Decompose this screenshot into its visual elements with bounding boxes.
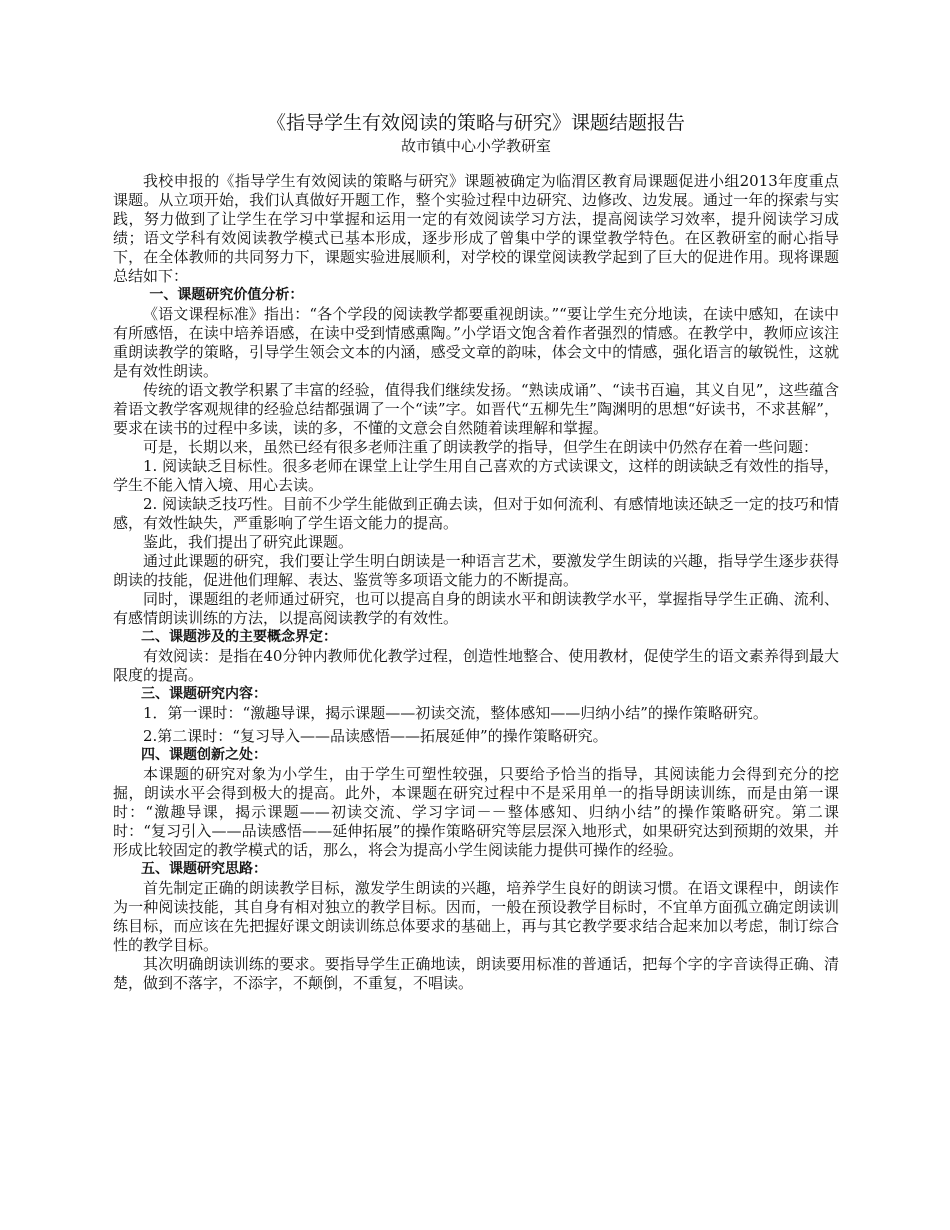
list-item: 1．第一课时：“激趣导课，揭示课题——初读交流，整体感知——归纳小结”的操作策略研究。 [143,704,768,722]
list-item: 2.第二课时：“复习导入——品读感悟——拓展延伸”的操作策略研究。 [143,727,608,745]
section-heading-2: 二、课题涉及的主要概念界定： [141,629,337,645]
paragraph: 有效阅读：是指在40分钟内教师优化教学过程，创造性地整合、使用教材，促使学生的语文素养得到最大限度的提高。 [113,647,839,684]
paragraph: 可是，长期以来，虽然已经有很多老师注重了朗读教学的指导，但学生在朗读中仍然存在着一些问题： [143,438,819,456]
intro-paragraph: 我校申报的《指导学生有效阅读的策略与研究》课题被确定为临渭区教育局课题促进小组2013年度重点课题。从立项开始，我们认真做好开题工作，整个实验过程中边研究、边修改、边发展。通过一年的探索与实践，努力做到了让学生在学习中掌握和运用一定的有效阅读学习方法，提高阅读学习效率，提升阅读学习成绩；语文学科有效阅读教学模式已基本形成，逐步形成了曾集中学的课堂教学特色。在区教研室的耐心指导下，在全体教师的共同努力下，课题实验进展顺利，对学校的课堂阅读教学起到了巨大的促进作用。现将课题总结如下： [113,172,839,285]
paragraph: 同时，课题组的老师通过研究，也可以提高自身的朗读水平和朗读教学水平，掌握指导学生正确、流利、有感情朗读训练的方法，以提高阅读教学的有效性。 [113,590,839,627]
paragraph: 本课题的研究对象为小学生，由于学生可塑性较强，只要给予恰当的指导，其阅读能力会得到充分的挖掘，朗读水平会得到极大的提高。此外，本课题在研究过程中不是采用单一的指导朗读训练，而是由第一课时：“激趣导课，揭示课题——初读交流、学习字词－－整体感知、归纳小结”的操作策略研究。第二课时：“复习引入——品读感悟——延伸拓展”的操作策略研究等层层深入地形式，如果研究达到预期的效果，并形成比较固定的教学模式的话，那么，将会为提高小学生阅读能力提供可操作的经验。 [113,765,839,859]
paragraph: 鉴此，我们提出了研究此课题。 [143,533,354,551]
section-heading-1: 一、课题研究价值分析： [149,287,304,303]
paragraph: 《语文课程标准》指出：“各个学段的阅读教学都要重视朗读。”“要让学生充分地读，在读中感知，在读中有所感悟，在读中培养语感，在读中受到情感熏陶。”小学语文饱含着作者强烈的情感。在教学中，教师应该注重朗读教学的策略，引导学生领会文本的内涵，感受文章的韵味，体会文中的情感，强化语言的敏锐性，这就是有效性朗读。 [113,305,839,380]
document-page [113,110,839,993]
section-heading-3: 三、课题研究内容： [141,686,267,702]
paragraph: 通过此课题的研究，我们要让学生明白朗读是一种语言艺术，要激发学生朗读的兴趣，指导学生逐步获得朗读的技能，促进他们理解、表达、鉴赏等多项语文能力的不断提高。 [113,552,839,589]
section-heading-5: 五、课题研究思路： [141,861,267,877]
paragraph: 其次明确朗读训练的要求。要指导学生正确地读，朗读要用标准的普通话，把每个字的字音读得正确、清楚，做到不落字，不添字，不颠倒，不重复，不唱读。 [113,955,839,992]
list-item: 2. 阅读缺乏技巧性。目前不少学生能做到正确去读，但对于如何流利、有感情地读还缺乏一定的技巧和情感，有效性缺失，严重影响了学生语文能力的提高。 [113,495,839,532]
paragraph: 传统的语文教学积累了丰富的经验，值得我们继续发扬。“熟读成诵”、“读书百遍，其义自见”，这些蕴含着语文教学客观规律的经验总结都强调了一个“读”字。如晋代“五柳先生”陶渊明的思想“好读书，不求甚解”，要求在读书的过程中多读，读的多，不懂的文意会自然随着读理解和掌握。 [113,381,839,437]
list-item: 1. 阅读缺乏目标性。很多老师在课堂上让学生用自己喜欢的方式读课文，这样的朗读缺乏有效性的指导，学生不能入情入境、用心去读。 [113,457,839,494]
document-subtitle: 故市镇中心小学教研室 [400,137,551,155]
paragraph: 首先制定正确的朗读教学目标，激发学生朗读的兴趣，培养学生良好的朗读习惯。在语文课程中，朗读作为一种阅读技能，其自身有相对独立的教学目标。因而，一般在预设教学目标时，不宜单方面孤立确定朗读训练目标，而应该在先把握好课文朗读训练总体要求的基础上，再与其它教学要求结合起来加以考虑，制订综合性的教学目标。 [113,879,839,954]
document-title: 《指导学生有效阅读的策略与研究》课题结题报告 [266,112,685,134]
section-heading-4: 四、课题创新之处： [141,747,267,763]
